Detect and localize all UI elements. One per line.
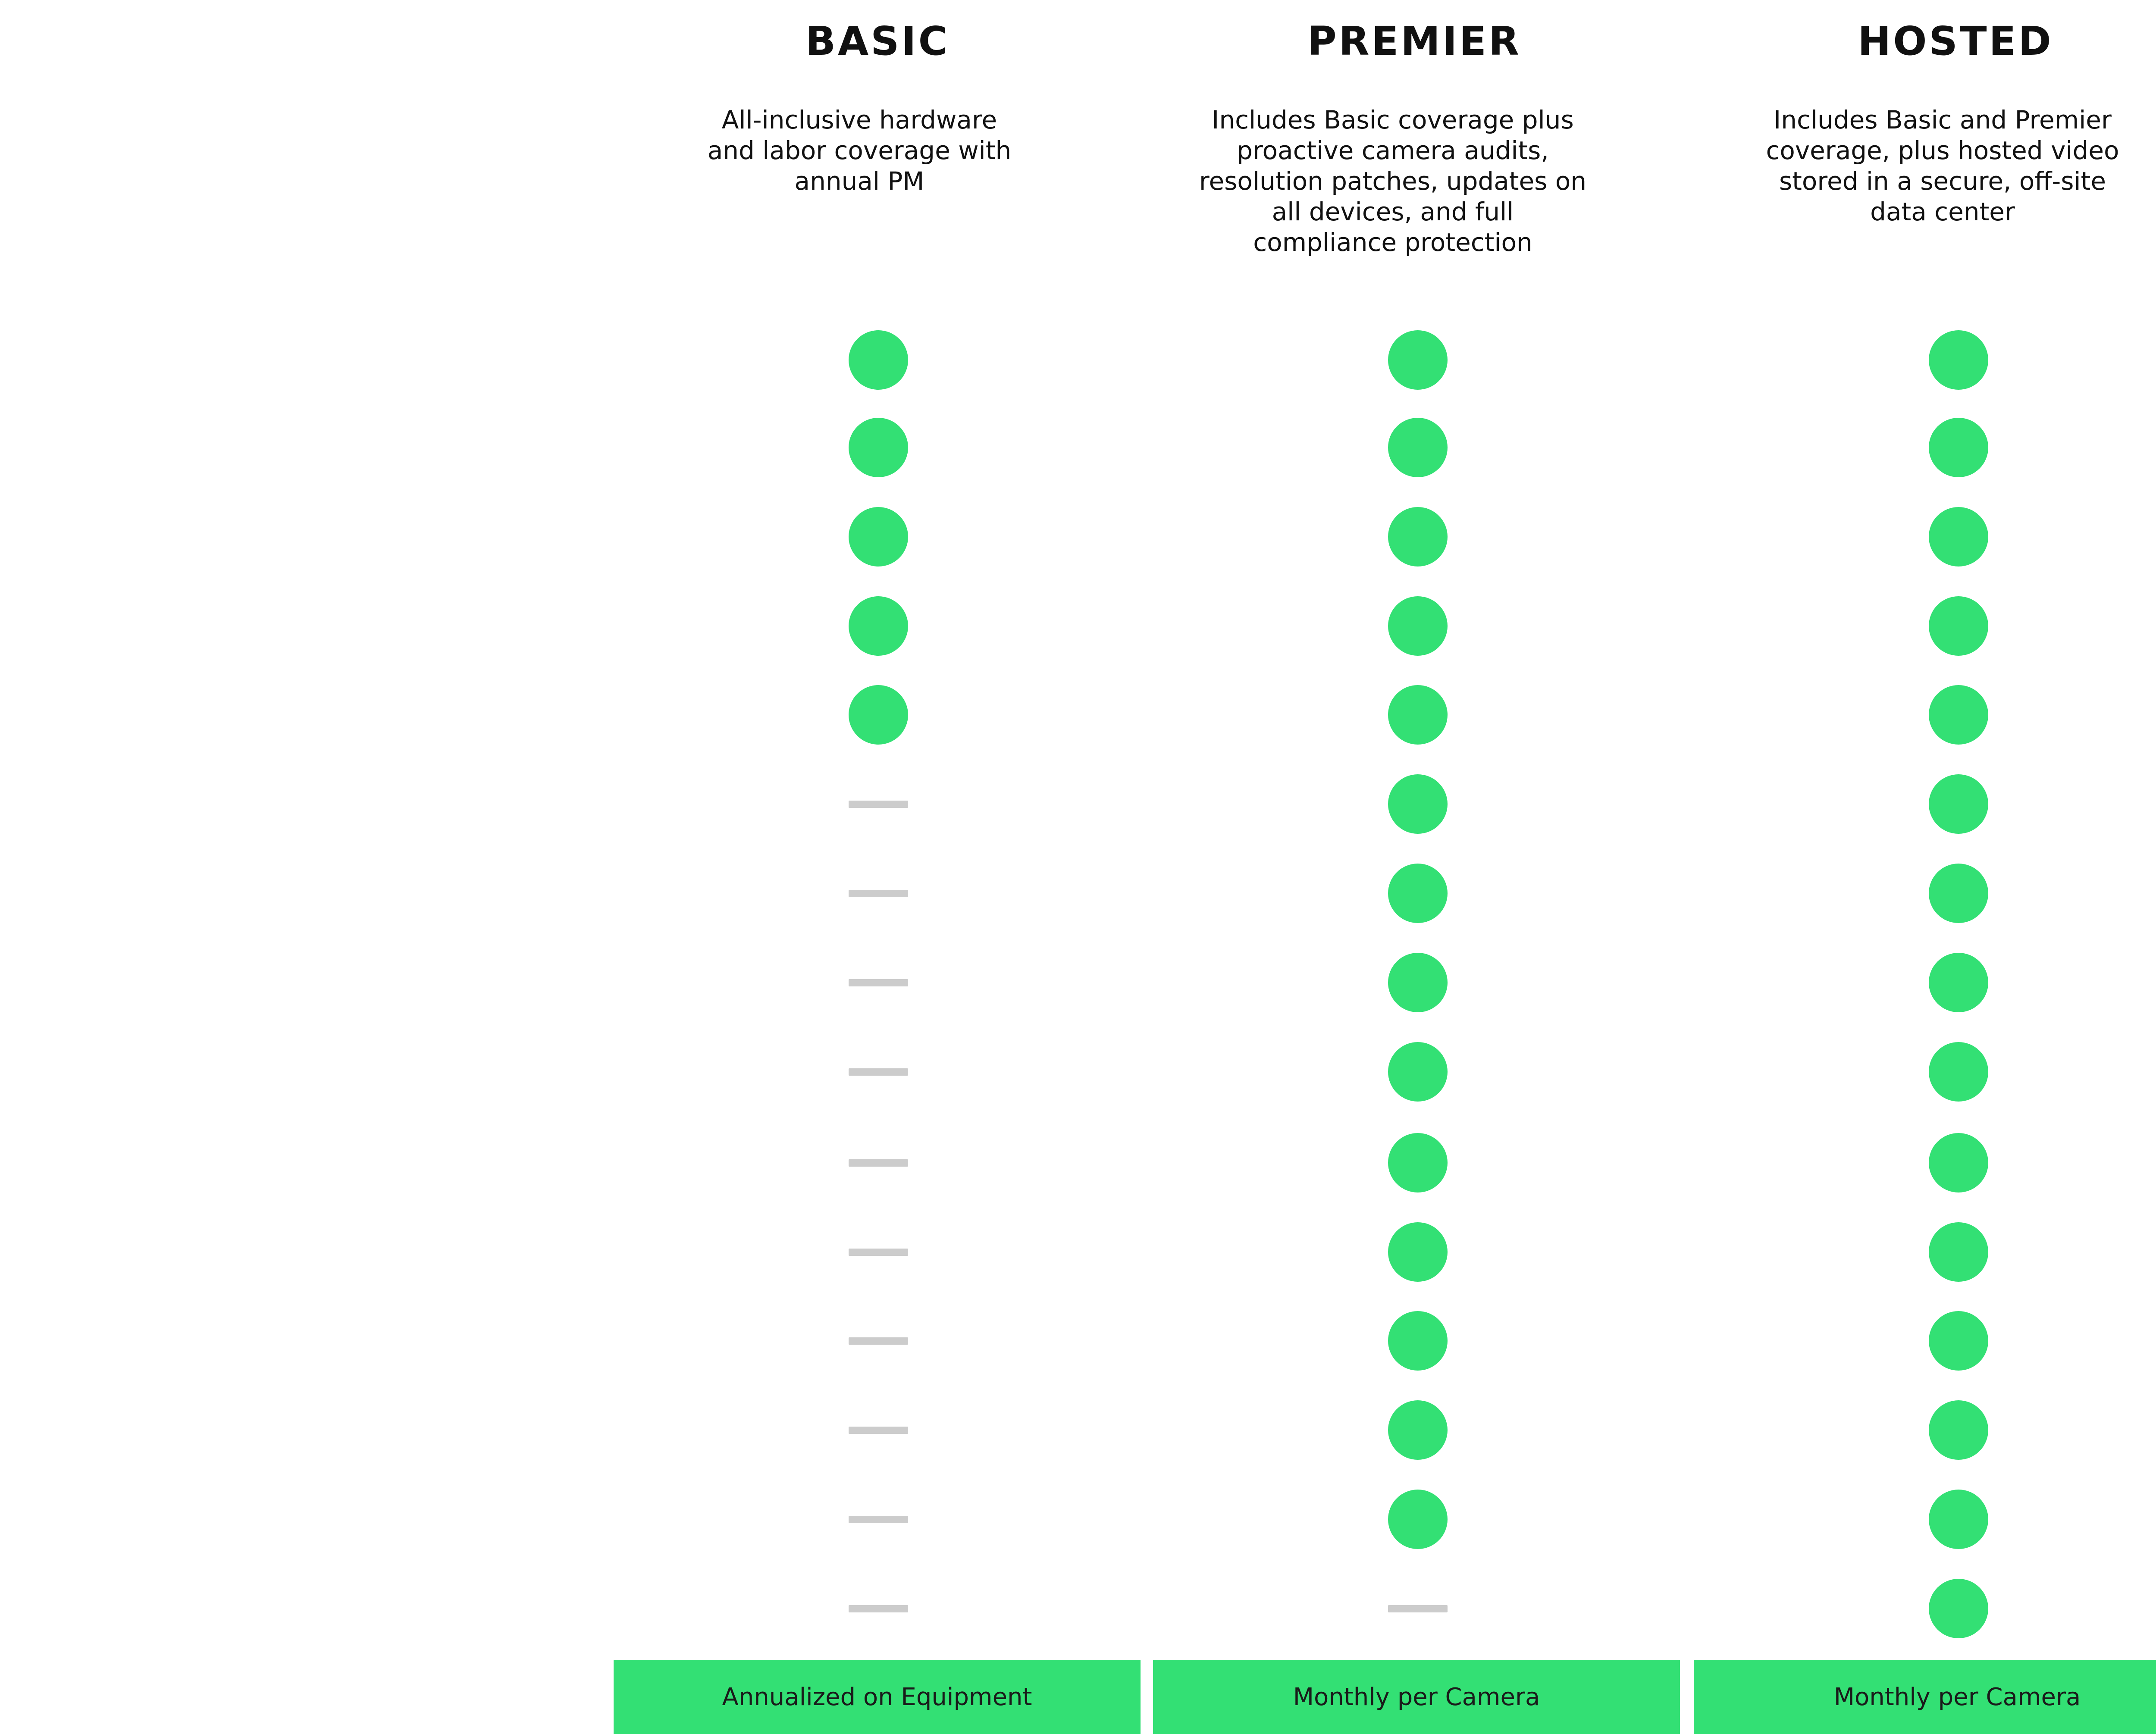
plan-description-basic: All-inclusive hardware and labor coverage with annual PM — [707, 105, 1012, 196]
green-dot-icon — [1388, 596, 1448, 656]
green-dot-icon — [1929, 330, 1988, 390]
green-dot-icon — [1929, 418, 1988, 477]
green-dot-icon — [1388, 1133, 1448, 1193]
green-dot-icon — [1388, 774, 1448, 834]
dash-icon — [1388, 1605, 1448, 1612]
dash-icon — [849, 1605, 908, 1612]
green-dot-icon — [1388, 418, 1448, 477]
plan-description-hosted: Includes Basic and Premier coverage, plus hosted video stored in a secure, off-site data center — [1766, 105, 2119, 226]
green-dot-icon — [1929, 596, 1988, 656]
dash-icon — [849, 1068, 908, 1076]
green-dot-icon — [849, 418, 908, 477]
green-dot-icon — [1929, 1222, 1988, 1282]
green-dot-icon — [1388, 1042, 1448, 1102]
dash-icon — [849, 1159, 908, 1167]
green-dot-icon — [1929, 1400, 1988, 1460]
dash-icon — [849, 801, 908, 808]
dash-icon — [849, 1427, 908, 1434]
green-dot-icon — [1388, 685, 1448, 745]
plan-title-premier: PREMIER — [1307, 18, 1521, 64]
green-dot-icon — [1388, 1400, 1448, 1460]
green-dot-icon — [849, 685, 908, 745]
billing-bar-premier: Monthly per Camera — [1153, 1660, 1680, 1734]
green-dot-icon — [1929, 685, 1988, 745]
green-dot-icon — [1388, 864, 1448, 923]
plan-description-premier: Includes Basic coverage plus proactive camera audits, resolution patches, updates on all devices, and full compliance protection — [1199, 105, 1587, 257]
dash-icon — [849, 1516, 908, 1523]
green-dot-icon — [1929, 1311, 1988, 1371]
green-dot-icon — [849, 507, 908, 567]
green-dot-icon — [849, 330, 908, 390]
green-dot-icon — [1388, 330, 1448, 390]
billing-bar-basic: Annualized on Equipment — [614, 1660, 1141, 1734]
dash-icon — [849, 890, 908, 897]
green-dot-icon — [1388, 1311, 1448, 1371]
green-dot-icon — [1388, 1490, 1448, 1549]
green-dot-icon — [1929, 1042, 1988, 1102]
green-dot-icon — [1929, 953, 1988, 1012]
green-dot-icon — [1388, 507, 1448, 567]
green-dot-icon — [849, 596, 908, 656]
green-dot-icon — [1929, 774, 1988, 834]
plan-title-basic: BASIC — [805, 18, 950, 64]
green-dot-icon — [1929, 1579, 1988, 1638]
green-dot-icon — [1929, 507, 1988, 567]
green-dot-icon — [1929, 864, 1988, 923]
dash-icon — [849, 1249, 908, 1256]
green-dot-icon — [1929, 1133, 1988, 1193]
green-dot-icon — [1388, 953, 1448, 1012]
dash-icon — [849, 1337, 908, 1345]
green-dot-icon — [1929, 1490, 1988, 1549]
plan-title-hosted: HOSTED — [1858, 18, 2053, 64]
billing-bar-hosted: Monthly per Camera — [1694, 1660, 2156, 1734]
green-dot-icon — [1388, 1222, 1448, 1282]
dash-icon — [849, 979, 908, 986]
